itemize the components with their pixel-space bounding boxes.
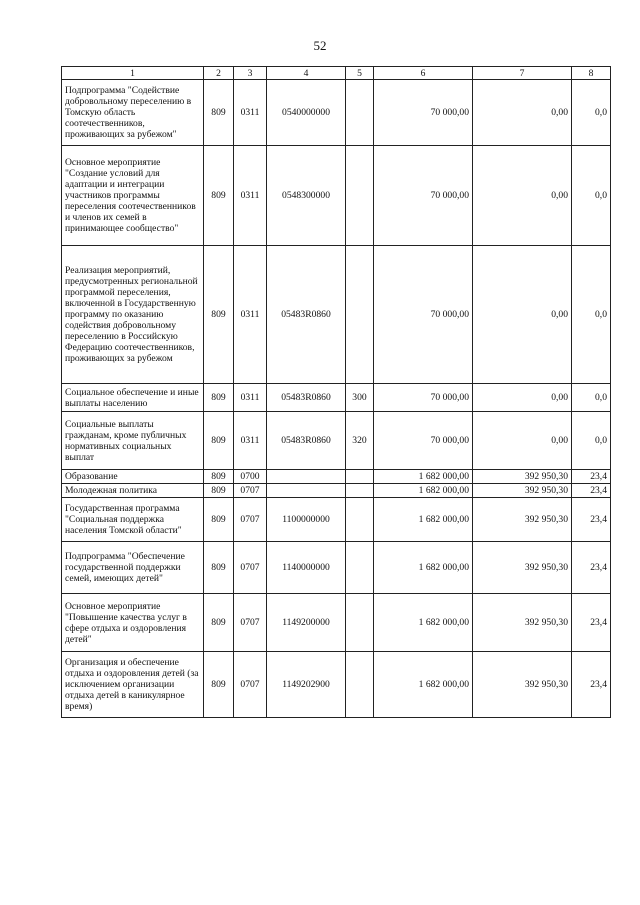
- row-name: Образование: [62, 470, 204, 484]
- header-col-5: 5: [346, 67, 374, 80]
- row-name: Государственная программа "Социальная поддержка населения Томской области": [62, 498, 204, 542]
- row-plan-amount: 70 000,00: [374, 146, 473, 246]
- row-actual-amount: 392 950,30: [473, 484, 572, 498]
- row-actual-amount: 0,00: [473, 384, 572, 412]
- row-section-code: 0707: [234, 652, 267, 718]
- row-plan-amount: 1 682 000,00: [374, 498, 473, 542]
- row-percent: 0,0: [572, 80, 611, 146]
- row-name: Реализация мероприятий, предусмотренных региональной программой переселения, включенной в Государственную программу по оказанию содействия добровольному переселению в Российскую Федерацию соотечественников, проживающих за рубежом: [62, 246, 204, 384]
- row-expense-type: [346, 484, 374, 498]
- row-ministry-code: 809: [204, 412, 234, 470]
- header-col-6: 6: [374, 67, 473, 80]
- header-col-7: 7: [473, 67, 572, 80]
- row-expense-type: 320: [346, 412, 374, 470]
- header-col-8: 8: [572, 67, 611, 80]
- row-section-code: 0311: [234, 384, 267, 412]
- row-target-code: 0548300000: [267, 146, 346, 246]
- row-actual-amount: 0,00: [473, 80, 572, 146]
- row-plan-amount: 1 682 000,00: [374, 470, 473, 484]
- table-row: [62, 470, 611, 484]
- row-name: Социальные выплаты гражданам, кроме публичных нормативных социальных выплат: [62, 412, 204, 470]
- table-row: [62, 594, 611, 652]
- budget-table: [61, 66, 611, 718]
- row-percent: 23,4: [572, 652, 611, 718]
- row-target-code: 1149202900: [267, 652, 346, 718]
- header-col-4: 4: [267, 67, 346, 80]
- row-section-code: 0707: [234, 498, 267, 542]
- row-section-code: 0707: [234, 484, 267, 498]
- row-plan-amount: 1 682 000,00: [374, 484, 473, 498]
- row-ministry-code: 809: [204, 470, 234, 484]
- row-ministry-code: 809: [204, 384, 234, 412]
- row-plan-amount: 1 682 000,00: [374, 594, 473, 652]
- row-plan-amount: 70 000,00: [374, 412, 473, 470]
- table-header-row: [62, 67, 611, 80]
- header-col-1: 1: [62, 67, 204, 80]
- row-percent: 0,0: [572, 412, 611, 470]
- row-name: Социальное обеспечение и иные выплаты населению: [62, 384, 204, 412]
- row-target-code: 0540000000: [267, 80, 346, 146]
- row-expense-type: [346, 542, 374, 594]
- row-plan-amount: 70 000,00: [374, 384, 473, 412]
- row-ministry-code: 809: [204, 80, 234, 146]
- row-ministry-code: 809: [204, 652, 234, 718]
- row-name: Подпрограмма "Обеспечение государственной поддержки семей, имеющих детей": [62, 542, 204, 594]
- row-section-code: 0707: [234, 594, 267, 652]
- row-ministry-code: 809: [204, 542, 234, 594]
- row-section-code: 0311: [234, 412, 267, 470]
- row-target-code: 1100000000: [267, 498, 346, 542]
- row-ministry-code: 809: [204, 246, 234, 384]
- row-name: Основное мероприятие "Повышение качества услуг в сфере отдыха и оздоровления детей": [62, 594, 204, 652]
- page-number: 52: [313, 38, 327, 53]
- row-target-code: 05483R0860: [267, 246, 346, 384]
- row-target-code: 1149200000: [267, 594, 346, 652]
- row-percent: 0,0: [572, 384, 611, 412]
- row-percent: 23,4: [572, 470, 611, 484]
- table-row: [62, 246, 611, 384]
- table-row: [62, 498, 611, 542]
- header-col-2: 2: [204, 67, 234, 80]
- row-percent: 23,4: [572, 498, 611, 542]
- row-name: Подпрограмма "Содействие добровольному переселению в Томскую область соотечественников, проживающих за рубежом": [62, 80, 204, 146]
- table-row: [62, 484, 611, 498]
- row-ministry-code: 809: [204, 484, 234, 498]
- row-expense-type: [346, 498, 374, 542]
- row-actual-amount: 392 950,30: [473, 652, 572, 718]
- row-expense-type: [346, 652, 374, 718]
- row-ministry-code: 809: [204, 146, 234, 246]
- row-actual-amount: 392 950,30: [473, 542, 572, 594]
- row-plan-amount: 1 682 000,00: [374, 652, 473, 718]
- row-actual-amount: 0,00: [473, 246, 572, 384]
- row-actual-amount: 0,00: [473, 146, 572, 246]
- row-percent: 23,4: [572, 542, 611, 594]
- row-plan-amount: 70 000,00: [374, 80, 473, 146]
- row-percent: 0,0: [572, 246, 611, 384]
- table-row: [62, 384, 611, 412]
- table-row: [62, 652, 611, 718]
- row-target-code: [267, 470, 346, 484]
- row-ministry-code: 809: [204, 594, 234, 652]
- row-target-code: [267, 484, 346, 498]
- row-section-code: 0707: [234, 542, 267, 594]
- row-plan-amount: 1 682 000,00: [374, 542, 473, 594]
- table-row: [62, 146, 611, 246]
- row-expense-type: [346, 246, 374, 384]
- row-actual-amount: 0,00: [473, 412, 572, 470]
- row-expense-type: [346, 470, 374, 484]
- row-percent: 23,4: [572, 484, 611, 498]
- row-name: Молодежная политика: [62, 484, 204, 498]
- row-expense-type: [346, 80, 374, 146]
- row-section-code: 0311: [234, 246, 267, 384]
- row-actual-amount: 392 950,30: [473, 594, 572, 652]
- table-row: [62, 542, 611, 594]
- row-percent: 0,0: [572, 146, 611, 246]
- row-expense-type: 300: [346, 384, 374, 412]
- row-actual-amount: 392 950,30: [473, 470, 572, 484]
- row-target-code: 1140000000: [267, 542, 346, 594]
- row-section-code: 0311: [234, 80, 267, 146]
- row-section-code: 0311: [234, 146, 267, 246]
- row-percent: 23,4: [572, 594, 611, 652]
- header-col-3: 3: [234, 67, 267, 80]
- table-row: [62, 412, 611, 470]
- row-section-code: 0700: [234, 470, 267, 484]
- row-expense-type: [346, 146, 374, 246]
- row-expense-type: [346, 594, 374, 652]
- row-actual-amount: 392 950,30: [473, 498, 572, 542]
- row-target-code: 05483R0860: [267, 384, 346, 412]
- table-row: [62, 80, 611, 146]
- row-plan-amount: 70 000,00: [374, 246, 473, 384]
- row-name: Организация и обеспечение отдыха и оздоровления детей (за исключением организации отдыха детей в каникулярное время): [62, 652, 204, 718]
- row-ministry-code: 809: [204, 498, 234, 542]
- row-name: Основное мероприятие "Создание условий для адаптации и интеграции участников программы переселения соотечественников и членов их семей в принимающее сообщество": [62, 146, 204, 246]
- row-target-code: 05483R0860: [267, 412, 346, 470]
